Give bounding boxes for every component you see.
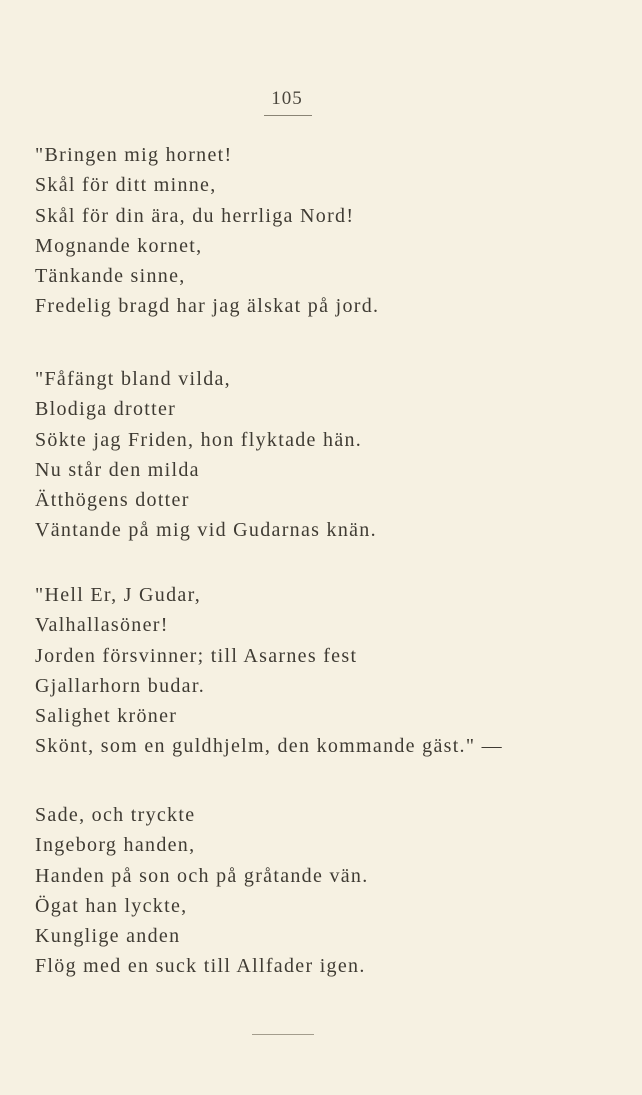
footer-rule <box>252 1034 314 1035</box>
verse-line: Fredelig bragd har jag älskat på jord. <box>35 295 380 318</box>
verse-line: Handen på son och på gråtande vän. <box>35 864 369 887</box>
verse-line: Skönt, som en guldhjelm, den kommande gäst." — <box>35 735 503 758</box>
verse-line: Väntande på mig vid Gudarnas knän. <box>35 519 377 542</box>
verse-line: Ögat han lyckte, <box>35 894 188 917</box>
verse-line: Ingeborg handen, <box>35 834 196 857</box>
verse-line: Salighet kröner <box>35 705 178 728</box>
verse-line: "Fåfängt bland vilda, <box>35 368 231 390</box>
stanza <box>35 364 377 546</box>
verse-line: Mognande kornet, <box>35 234 203 257</box>
stanza <box>35 580 503 762</box>
verse-line: Sade, och tryckte <box>35 804 196 826</box>
header-rule <box>264 115 312 116</box>
verse-line: Tänkande sinne, <box>35 265 186 288</box>
page-number: 105 <box>271 88 303 109</box>
verse-line: Kunglige anden <box>35 925 181 948</box>
verse-line: Nu står den milda <box>35 458 200 481</box>
verse-line: Blodiga drotter <box>35 398 177 421</box>
verse-line: Skål för ditt minne, <box>35 174 217 197</box>
verse-line: Sökte jag Friden, hon flyktade hän. <box>35 428 363 451</box>
verse-line: Flög med en suck till Allfader igen. <box>35 955 366 978</box>
verse-line: Gjallarhorn budar. <box>35 674 206 697</box>
verse-line: Skål för din ära, du herrliga Nord! <box>35 204 355 227</box>
verse-line: Ätthögens dotter <box>35 489 190 512</box>
verse-line: "Bringen mig hornet! <box>35 144 233 166</box>
verse-line: "Hell Er, J Gudar, <box>35 584 202 606</box>
stanza <box>35 140 379 322</box>
verse-line: Valhallasöner! <box>35 614 169 637</box>
stanza <box>35 800 369 982</box>
verse-line: Jorden försvinner; till Asarnes fest <box>35 644 358 667</box>
